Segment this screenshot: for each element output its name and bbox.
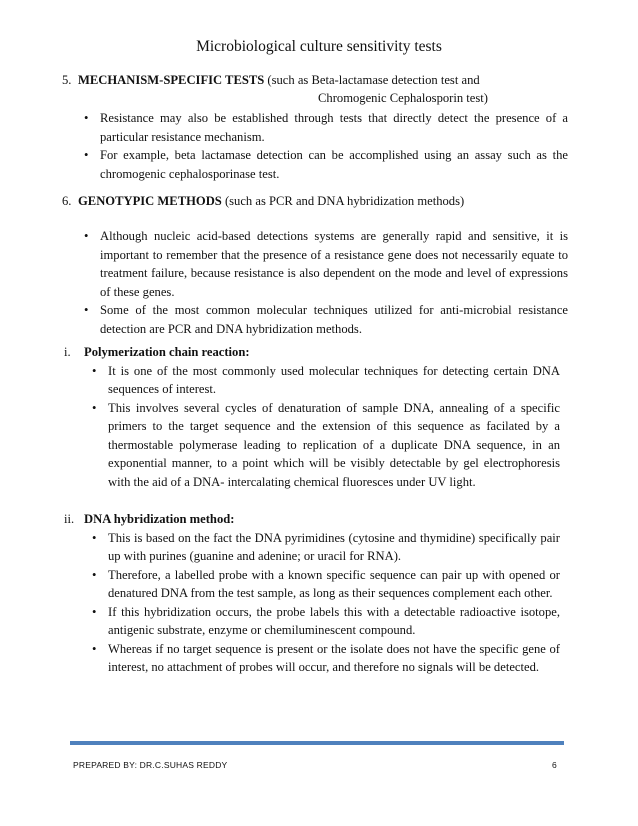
section-heading — [62, 192, 568, 210]
list-item: • If this hybridization occurs, the probe labels this with a detectable radioactive isotope, antigenic substrate, enzyme or chemiluminescent compound. — [92, 604, 560, 637]
bullet-icon: • — [84, 148, 89, 162]
bullet-list — [84, 529, 560, 677]
section-subtitle-continued: Chromogenic Cephalosporin test) — [318, 91, 488, 105]
list-item: • This is based on the fact the DNA pyrimidines (cytosine and thymidine) specifically pair up with purines (guanine and adenine; or uracil for RNA). — [92, 530, 560, 563]
bullet-icon: • — [84, 229, 89, 243]
list-item: • Although nucleic acid-based detections systems are generally rapid and sensitive, it is important to remember that the presence of a resistance gene does not necessarily equate to treatment failure, because resistance is also dependent on the mode and level of expressions of these genes. — [84, 229, 568, 299]
list-item: • Therefore, a labelled probe with a known specific sequence can pair up with opened or denatured DNA from the test sample, as long as their sequences complement each other. — [92, 567, 560, 600]
bullet-list — [78, 227, 568, 338]
bullet-icon: • — [92, 567, 97, 582]
subsection-polymerization-chain-reaction — [64, 343, 560, 491]
bullet-icon: • — [92, 400, 97, 415]
bullet-icon: • — [92, 363, 97, 378]
bullet-icon: • — [92, 641, 97, 656]
list-item: • Resistance may also be established through tests that directly detect the presence of a particular resistance mechanism. — [84, 111, 568, 144]
page-number: 6 — [552, 760, 557, 770]
section-heading — [62, 71, 568, 107]
page-title: Microbiological culture sensitivity tests — [196, 38, 442, 55]
bullet-icon: • — [92, 530, 97, 545]
bullet-list — [84, 362, 560, 492]
list-item: • For example, beta lactamase detection can be accomplished using an assay such as the chromogenic cephalosporinase test. — [84, 148, 568, 181]
bullet-icon: • — [92, 604, 97, 619]
subsection-number: ii. — [64, 512, 75, 526]
section-title: GENOTYPIC METHODS — [78, 194, 222, 208]
bullet-list — [78, 109, 568, 183]
list-item: • Some of the most common molecular techniques utilized for anti-microbial resistance detection are PCR and DNA hybridization methods. — [84, 303, 568, 336]
section-number: 6. — [62, 194, 72, 208]
footer-divider — [70, 741, 564, 745]
section-genotypic-methods — [62, 192, 568, 338]
bullet-icon: • — [84, 111, 89, 125]
subsection-dna-hybridization-method — [64, 510, 560, 677]
section-mechanism-specific-tests — [62, 71, 568, 183]
subsection-title: Polymerization chain reaction: — [84, 345, 250, 359]
list-item: • Whereas if no target sequence is present or the isolate does not have the specific gene of interest, no attachment of probes will occur, and therefore no signals will be detected. — [92, 641, 560, 674]
bullet-icon: • — [84, 303, 89, 317]
section-title: MECHANISM-SPECIFIC TESTS — [78, 73, 265, 87]
section-subtitle: (such as Beta-lactamase detection test and — [264, 73, 480, 87]
footer-author: PREPARED BY: DR.C.SUHAS REDDY — [73, 760, 228, 770]
section-number: 5. — [62, 73, 72, 87]
subsection-heading — [64, 510, 560, 529]
list-item: • It is one of the most commonly used molecular techniques for detecting certain DNA sequences of interest. — [92, 363, 560, 396]
subsection-heading — [64, 343, 560, 362]
list-item: • This involves several cycles of denaturation of sample DNA, annealing of a specific primers to the target sequence and the extension of this sequence as facilated by a thermostable polymerase leading to replication of a duplicate DNA sequence, in an exponential manner, to a point which will be visibly detectable by gel electrophoresis with the aid of a DNA- intercalating chemical fluoresces under UV light. — [92, 400, 560, 489]
section-subtitle: (such as PCR and DNA hybridization methods) — [221, 194, 465, 208]
subsection-number: i. — [64, 345, 71, 359]
subsection-title: DNA hybridization method: — [84, 512, 235, 526]
